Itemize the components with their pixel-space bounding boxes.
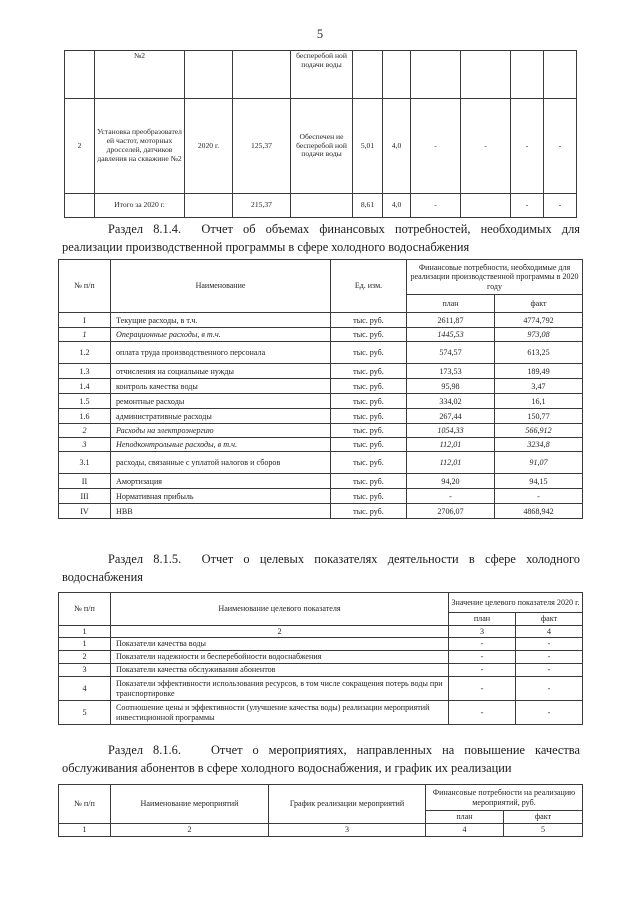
header-group: Финансовые потребности, необходимые для реализации производственной программы в 2020 году <box>407 260 583 295</box>
header-name: Наименование целевого показателя <box>111 593 449 626</box>
cell-plan: 2706,07 <box>407 504 495 519</box>
colnum-2: 2 <box>111 625 449 638</box>
table-row <box>59 328 583 342</box>
cell-name: Показатели качества обслуживания абонентов <box>111 664 449 677</box>
cell-unit: тыс. руб. <box>331 409 407 424</box>
cell-num: 5 <box>59 701 111 725</box>
table-numbering-row <box>59 625 583 638</box>
header-fact: факт <box>516 613 583 626</box>
cell-unit: тыс. руб. <box>331 504 407 519</box>
cell-fact: - <box>516 638 583 651</box>
cell-plan: 1054,33 <box>407 424 495 438</box>
cell-unit: тыс. руб. <box>331 424 407 438</box>
table-row <box>59 651 583 664</box>
cell-num: 1.3 <box>59 364 111 379</box>
cell-fact: 566,912 <box>495 424 583 438</box>
header-num: № п/п <box>59 785 111 824</box>
cell-fact: 613,25 <box>495 342 583 364</box>
table-header-row <box>59 785 583 811</box>
cell-fact: - <box>495 489 583 504</box>
cell-plan: - <box>449 651 516 664</box>
cell-plan: 95,98 <box>407 379 495 394</box>
cell-year <box>185 194 233 218</box>
cell-unit: тыс. руб. <box>331 364 407 379</box>
cell-fact: - <box>516 651 583 664</box>
cell-name: оплата труда производственного персонала <box>111 342 331 364</box>
cell-num: 2 <box>59 424 111 438</box>
cell-num: 4 <box>59 677 111 701</box>
cell-fact: - <box>516 701 583 725</box>
colnum-3: 3 <box>449 625 516 638</box>
cell-name: расходы, связанные с уплатой налогов и сборов <box>111 452 331 474</box>
table-row <box>65 99 577 194</box>
table-row <box>59 474 583 489</box>
colnum-4: 4 <box>516 625 583 638</box>
section-label-815: Раздел 8.1.5. <box>108 552 182 566</box>
cell-plan: 94,20 <box>407 474 495 489</box>
header-plan: план <box>426 811 504 824</box>
cell-v3 <box>411 51 461 99</box>
cell-name: административные расходы <box>111 409 331 424</box>
cell-name: Амортизация <box>111 474 331 489</box>
cell-num: 1 <box>59 328 111 342</box>
cell-num <box>65 194 95 218</box>
section-heading-815 <box>62 551 580 586</box>
cell-total-cost: 215,37 <box>233 194 291 218</box>
colnum-1: 1 <box>59 625 111 638</box>
cell-name: отчисления на социальные нужды <box>111 364 331 379</box>
section-label-814: Раздел 8.1.4. <box>108 222 182 236</box>
cell-fact: 3,47 <box>495 379 583 394</box>
cell-v4 <box>461 194 511 218</box>
table-row <box>59 677 583 701</box>
table-row <box>59 452 583 474</box>
cell-num: 3 <box>59 664 111 677</box>
cell-unit: тыс. руб. <box>331 328 407 342</box>
table-row <box>59 504 583 519</box>
cell-num: 1.4 <box>59 379 111 394</box>
table-row <box>59 313 583 328</box>
header-schedule: График реализации мероприятий <box>269 785 426 824</box>
cell-plan: 1445,53 <box>407 328 495 342</box>
cell-num: I <box>59 313 111 328</box>
cell-fact: 4868,942 <box>495 504 583 519</box>
section-text-816: Отчет о мероприятиях, направленных на повышение качества обслуживания абонентов в сфере холодного водоснабжения, и график их реализации <box>62 743 580 775</box>
colnum-5: 5 <box>504 823 583 836</box>
cell-fact: 150,77 <box>495 409 583 424</box>
cell-v6: - <box>544 194 577 218</box>
financial-needs-table <box>58 259 583 519</box>
table-row <box>59 489 583 504</box>
table-numbering-row <box>59 823 583 836</box>
cell-unit: тыс. руб. <box>331 313 407 328</box>
cell-cost <box>233 51 291 99</box>
cell-plan: 112,01 <box>407 452 495 474</box>
table-row <box>59 409 583 424</box>
cell-unit: тыс. руб. <box>331 394 407 409</box>
cell-year <box>185 51 233 99</box>
section-text-815: Отчет о целевых показателях деятельности в сфере холодного водоснабжения <box>62 552 580 584</box>
cell-v1 <box>353 51 383 99</box>
cell-num: 1 <box>59 638 111 651</box>
cell-v3: - <box>411 194 461 218</box>
cell-fact: 16,1 <box>495 394 583 409</box>
cell-v6 <box>544 51 577 99</box>
header-num: № п/п <box>59 260 111 313</box>
table-header-row <box>59 593 583 613</box>
cell-v2: 4,0 <box>383 99 411 194</box>
cell-unit: тыс. руб. <box>331 452 407 474</box>
colnum-4: 4 <box>426 823 504 836</box>
cell-name: Соотношение цены и эффективности (улучшение качества воды) реализации мероприятий инвестиционной программы <box>111 701 449 725</box>
cell-effect: бесперебой ной подачи воды <box>291 51 353 99</box>
cell-name: №2 <box>95 51 185 99</box>
cell-fact: 4774,792 <box>495 313 583 328</box>
cell-total-label: Итого за 2020 г. <box>95 194 185 218</box>
cell-v5: - <box>511 99 544 194</box>
header-plan: план <box>407 295 495 313</box>
cell-fact: 189,49 <box>495 364 583 379</box>
cell-name: Текущие расходы, в т.ч. <box>111 313 331 328</box>
cell-cost: 125,37 <box>233 99 291 194</box>
table-row <box>59 424 583 438</box>
cell-name: Нормативная прибыль <box>111 489 331 504</box>
header-fact: факт <box>495 295 583 313</box>
cell-fact: 3234,8 <box>495 438 583 452</box>
cell-effect: Обеспечен ие бесперебой ной подачи воды <box>291 99 353 194</box>
cell-v2 <box>383 51 411 99</box>
cell-name: Операционные расходы, в т.ч. <box>111 328 331 342</box>
cell-num: 3.1 <box>59 452 111 474</box>
table-row <box>59 664 583 677</box>
table-row <box>59 394 583 409</box>
table-row <box>59 342 583 364</box>
cell-v5: - <box>511 194 544 218</box>
table-row-total <box>65 194 577 218</box>
cell-plan: 173,53 <box>407 364 495 379</box>
cell-v5 <box>511 51 544 99</box>
cell-name: ремонтные расходы <box>111 394 331 409</box>
service-quality-measures-table <box>58 784 583 837</box>
cell-year: 2020 г. <box>185 99 233 194</box>
section-label-816: Раздел 8.1.6. <box>108 743 181 757</box>
cell-num: 1.2 <box>59 342 111 364</box>
cell-num: 1.5 <box>59 394 111 409</box>
cell-fact: - <box>516 664 583 677</box>
colnum-3: 3 <box>269 823 426 836</box>
cell-v4 <box>461 51 511 99</box>
cell-effect <box>291 194 353 218</box>
colnum-1: 1 <box>59 823 111 836</box>
table-row <box>65 51 577 99</box>
cell-name: НВВ <box>111 504 331 519</box>
cell-plan: - <box>407 489 495 504</box>
table-row <box>59 638 583 651</box>
cell-name: Неподконтрольные расходы, в т.ч. <box>111 438 331 452</box>
section-heading-816 <box>62 742 580 777</box>
cell-name: Установка преобразовател ей частот, моторных дросселей, датчиков давления на скважине №2 <box>95 99 185 194</box>
table-row <box>59 379 583 394</box>
cell-num: 3 <box>59 438 111 452</box>
cell-fact: 973,08 <box>495 328 583 342</box>
cell-num: IV <box>59 504 111 519</box>
cell-plan: - <box>449 677 516 701</box>
cell-fact: 94,15 <box>495 474 583 489</box>
cell-plan: 574,57 <box>407 342 495 364</box>
cell-v3: - <box>411 99 461 194</box>
cell-name: Показатели надежности и бесперебойности водоснабжения <box>111 651 449 664</box>
table-header-row <box>59 260 583 295</box>
cell-num: 1.6 <box>59 409 111 424</box>
cell-v4: - <box>461 99 511 194</box>
cell-name: Показатели качества воды <box>111 638 449 651</box>
measures-continuation-table <box>64 50 577 218</box>
page-number: 5 <box>316 27 324 41</box>
cell-plan: - <box>449 664 516 677</box>
table-row <box>59 364 583 379</box>
cell-num: 2 <box>65 99 95 194</box>
cell-name: контроль качества воды <box>111 379 331 394</box>
colnum-2: 2 <box>111 823 269 836</box>
cell-num: 2 <box>59 651 111 664</box>
cell-plan: - <box>449 701 516 725</box>
cell-fact: - <box>516 677 583 701</box>
cell-unit: тыс. руб. <box>331 438 407 452</box>
header-num: № п/п <box>59 593 111 626</box>
cell-plan: 112,01 <box>407 438 495 452</box>
cell-num: III <box>59 489 111 504</box>
cell-plan: 2611,87 <box>407 313 495 328</box>
table-row <box>59 438 583 452</box>
header-group: Финансовые потребности на реализацию мероприятий, руб. <box>426 785 583 811</box>
target-indicators-table <box>58 592 583 725</box>
cell-unit: тыс. руб. <box>331 489 407 504</box>
section-heading-814 <box>62 221 580 256</box>
header-group: Значение целевого показателя 2020 г. <box>449 593 583 613</box>
cell-v1: 8,61 <box>353 194 383 218</box>
cell-name: Расходы на электроэнергию <box>111 424 331 438</box>
cell-plan: - <box>449 638 516 651</box>
cell-name: Показатели эффективности использования ресурсов, в том числе сокращения потерь воды при транспортировке <box>111 677 449 701</box>
cell-v1: 5,01 <box>353 99 383 194</box>
cell-unit: тыс. руб. <box>331 474 407 489</box>
header-name: Наименование <box>111 260 331 313</box>
cell-v6: - <box>544 99 577 194</box>
cell-plan: 267,44 <box>407 409 495 424</box>
header-fact: факт <box>504 811 583 824</box>
table-row <box>59 701 583 725</box>
header-unit: Ед. изм. <box>331 260 407 313</box>
section-text-814: Отчет об объемах финансовых потребностей, необходимых для реализации производственной программы в сфере холодного водоснабжения <box>62 222 580 254</box>
cell-v2: 4,0 <box>383 194 411 218</box>
cell-num <box>65 51 95 99</box>
cell-fact: 91,07 <box>495 452 583 474</box>
cell-unit: тыс. руб. <box>331 342 407 364</box>
cell-unit: тыс. руб. <box>331 379 407 394</box>
header-name: Наименование мероприятий <box>111 785 269 824</box>
header-plan: план <box>449 613 516 626</box>
cell-plan: 334,02 <box>407 394 495 409</box>
cell-num: II <box>59 474 111 489</box>
